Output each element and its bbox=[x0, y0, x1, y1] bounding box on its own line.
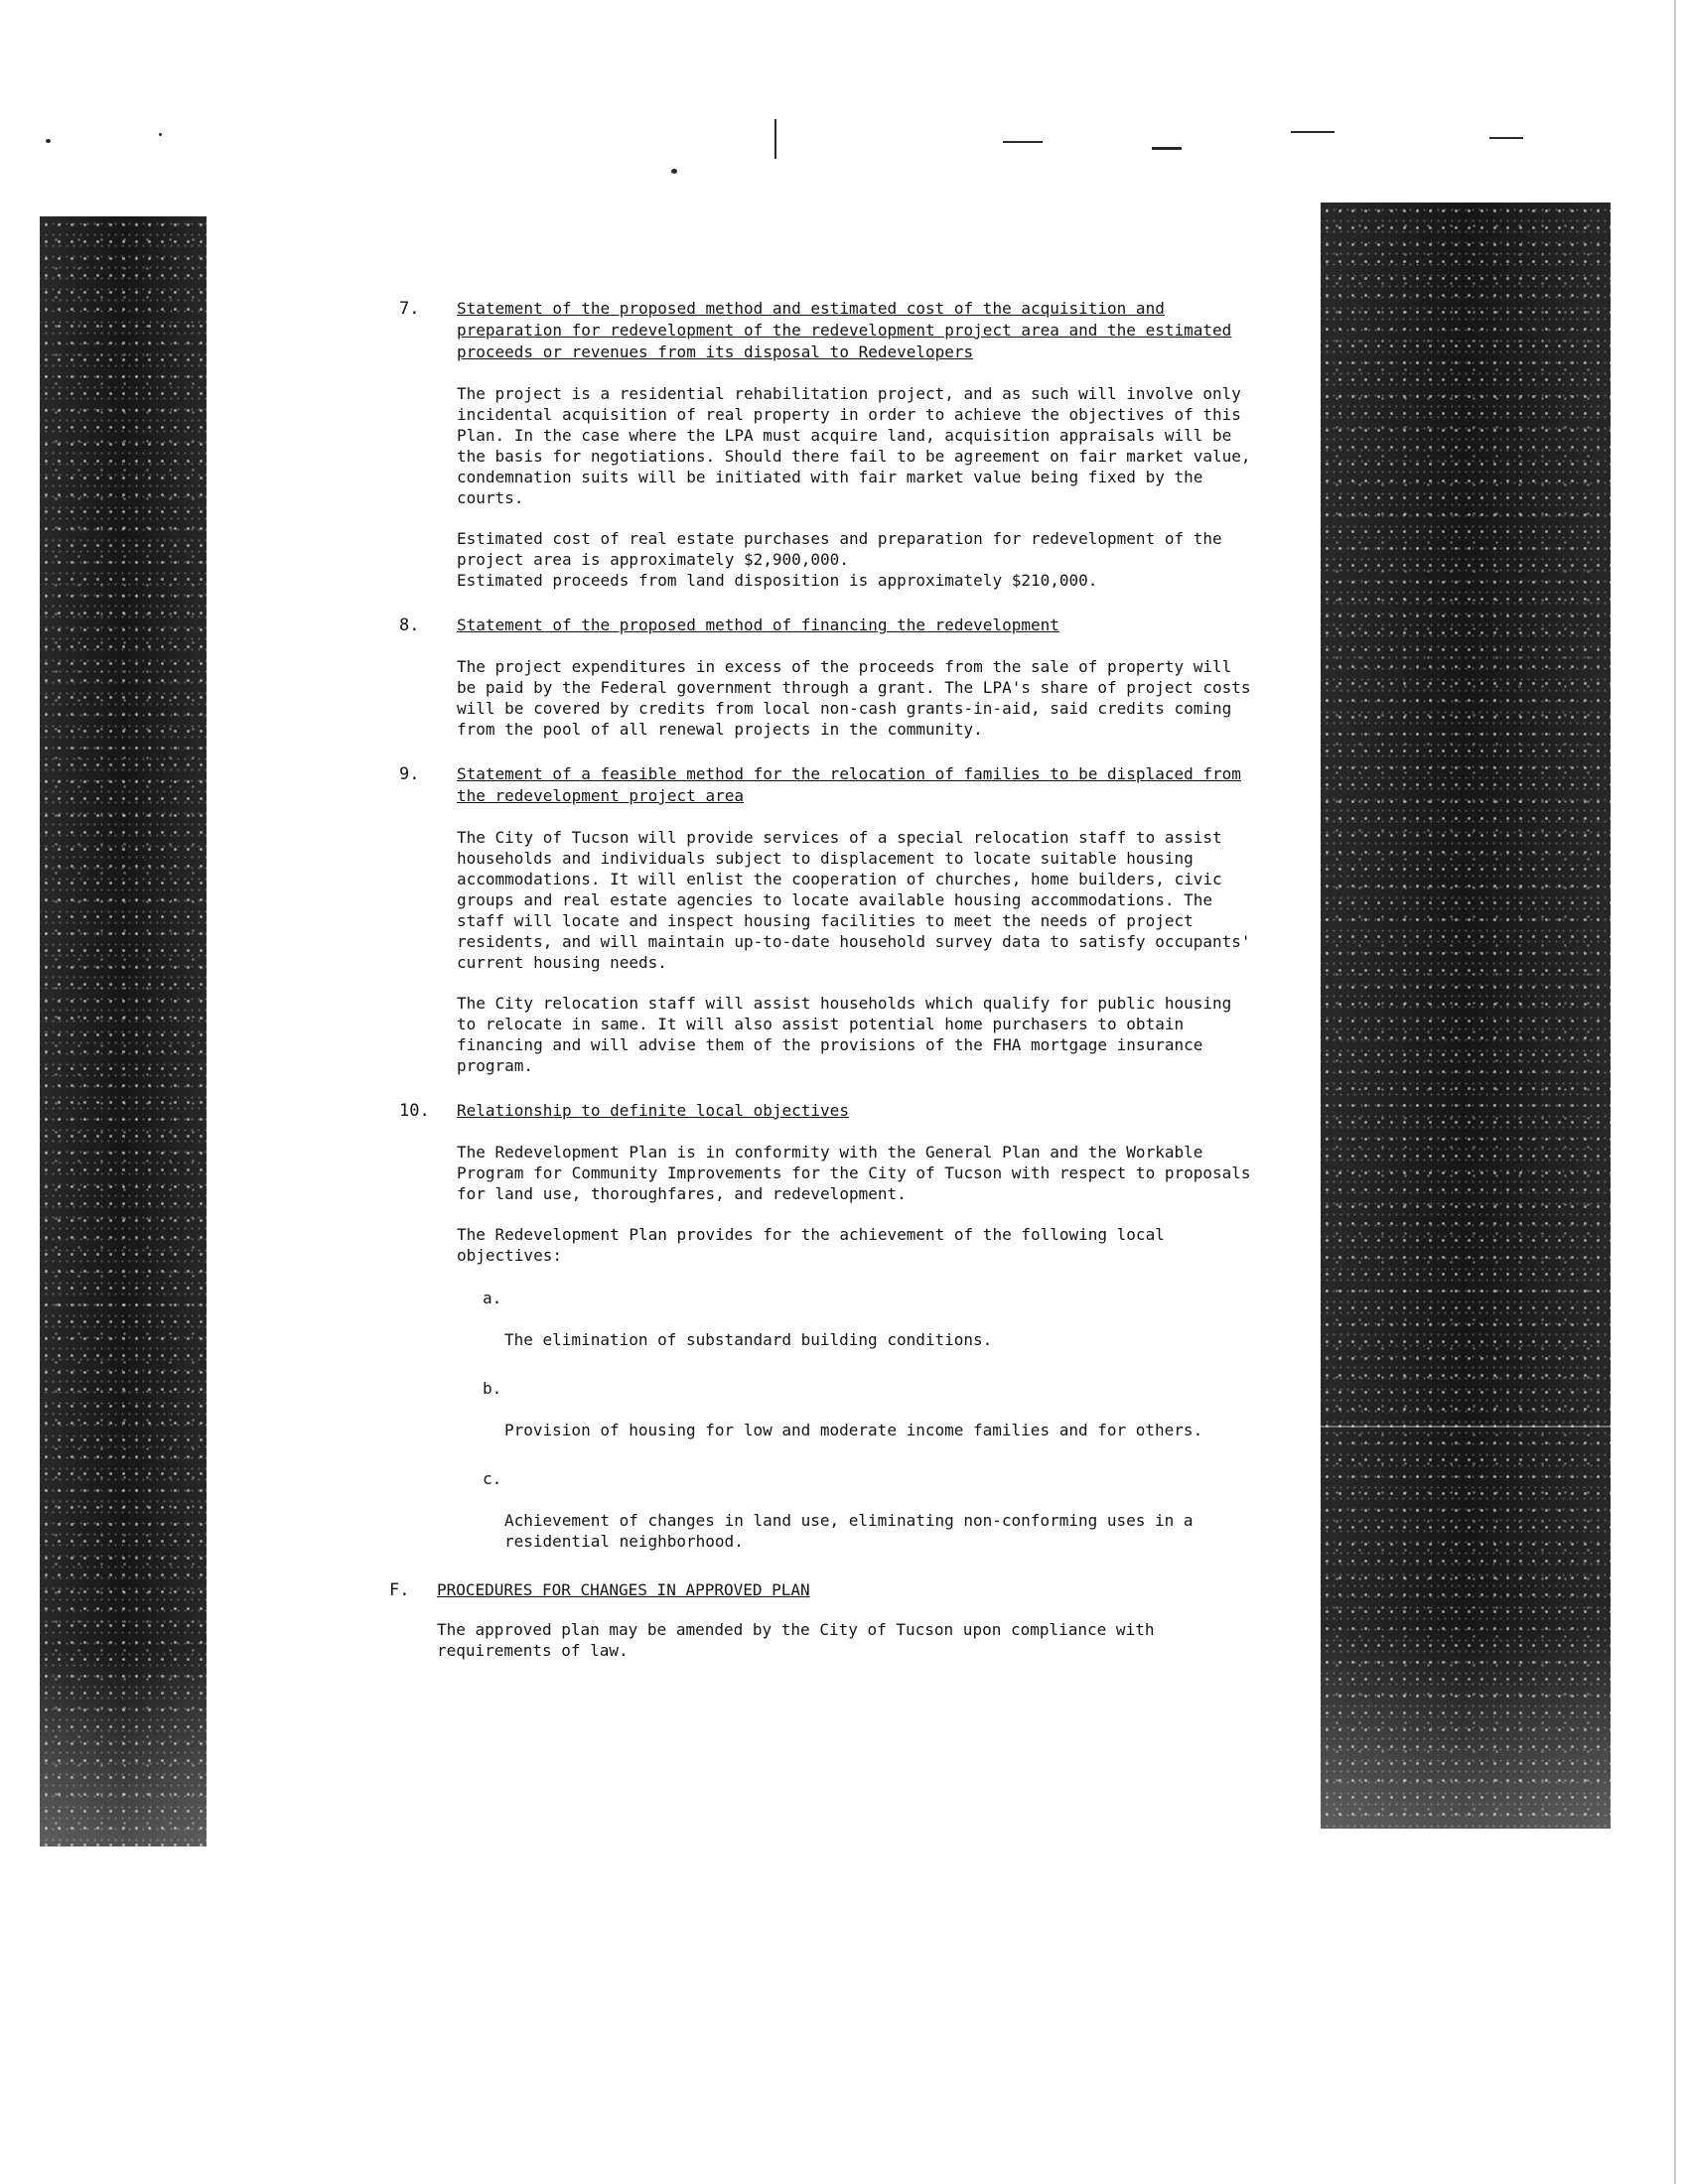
section-heading: PROCEDURES FOR CHANGES IN APPROVED PLAN bbox=[437, 1580, 810, 1599]
section-paragraph: The City relocation staff will assist households which qualify for public housing to relocate in same. It will also assist potential home purchasers to obtain financing and will advise them of the provisions of the FHA mortgage insurance program. bbox=[457, 994, 1232, 1075]
section-heading: Statement of the proposed method of financing the redevelopment bbox=[457, 615, 1059, 634]
section-number: 9. bbox=[399, 764, 420, 784]
section-paragraph: The project expenditures in excess of the proceeds from the sale of property will be paid by the Federal government through a grant. The LPA's share of project costs will be covered by credits from local non-cash grants-in-aid, said credits coming from the pool of all renewal projects in the community. bbox=[457, 657, 1251, 739]
section-paragraph: The project is a residential rehabilitation project, and as such will involve only incidental acquisition of real property in order to achieve the objectives of this Plan. In the case where the LPA must acquire land, acquisition appraisals will be the basis for negotiations. Should there fail to be agreement on fair market value, condemnation suits will be initiated with fair market value being fixed by the courts. bbox=[457, 384, 1251, 507]
list-item-text: The elimination of substandard building conditions. bbox=[504, 1330, 993, 1349]
list-marker: c. bbox=[483, 1469, 502, 1488]
list-item bbox=[457, 1468, 1251, 1552]
section-heading: Statement of a feasible method for the relocation of families to be displaced from the redevelopment project area bbox=[457, 764, 1241, 805]
section-paragraph: Estimated cost of real estate purchases and preparation for redevelopment of the project area is approximately $2,900,000. Estimated proceeds from land disposition is approximately $210,000. bbox=[457, 529, 1222, 590]
section-paragraph: The Redevelopment Plan is in conformity with the General Plan and the Workable Program for Community Improvements for the City of Tucson with respect to proposals for land use, thoroughfares, and redevelopment. bbox=[457, 1143, 1251, 1203]
section-number: 8. bbox=[399, 615, 420, 635]
section-number: 10. bbox=[399, 1101, 430, 1121]
section-paragraph: The approved plan may be amended by the City of Tucson upon compliance with requirements of law. bbox=[437, 1620, 1155, 1660]
section-heading: Relationship to definite local objectives bbox=[457, 1101, 849, 1120]
list-item-text: Provision of housing for low and moderate income families and for others. bbox=[504, 1421, 1203, 1439]
list-item-text: Achievement of changes in land use, eliminating non-conforming uses in a residential neighborhood. bbox=[504, 1511, 1194, 1551]
scan-border-right bbox=[1321, 203, 1611, 1829]
section-paragraph: The Redevelopment Plan provides for the achievement of the following local objectives: bbox=[457, 1225, 1165, 1265]
section-9 bbox=[298, 763, 1251, 1076]
section-f bbox=[298, 1579, 1251, 1661]
list-item bbox=[457, 1288, 1251, 1350]
section-number: 7. bbox=[399, 299, 420, 319]
section-8 bbox=[298, 614, 1251, 740]
scan-edge-line bbox=[1674, 0, 1676, 2184]
section-heading: Statement of the proposed method and estimated cost of the acquisition and preparation for redevelopment of the redevelopment project area and the estimated proceeds or revenues from its disposal to Redevelopers bbox=[457, 299, 1232, 361]
section-letter: F. bbox=[389, 1580, 410, 1600]
list-marker: a. bbox=[483, 1289, 502, 1307]
section-7 bbox=[298, 298, 1251, 591]
section-10 bbox=[298, 1100, 1251, 1552]
scan-border-left bbox=[40, 216, 207, 1846]
list-marker: b. bbox=[483, 1379, 502, 1398]
objectives-list bbox=[457, 1288, 1251, 1552]
document-body bbox=[298, 298, 1251, 1661]
section-paragraph: The City of Tucson will provide services of a special relocation staff to assist households and individuals subject to displacement to locate suitable housing accommodations. It will enlist the cooperation of churches, home builders, civic groups and real estate agencies to locate available housing accommodations. The staff will locate and inspect housing facilities to meet the needs of project residents, and will maintain up-to-date household survey data to satisfy occupants' current housing needs. bbox=[457, 828, 1251, 972]
list-item bbox=[457, 1378, 1251, 1440]
